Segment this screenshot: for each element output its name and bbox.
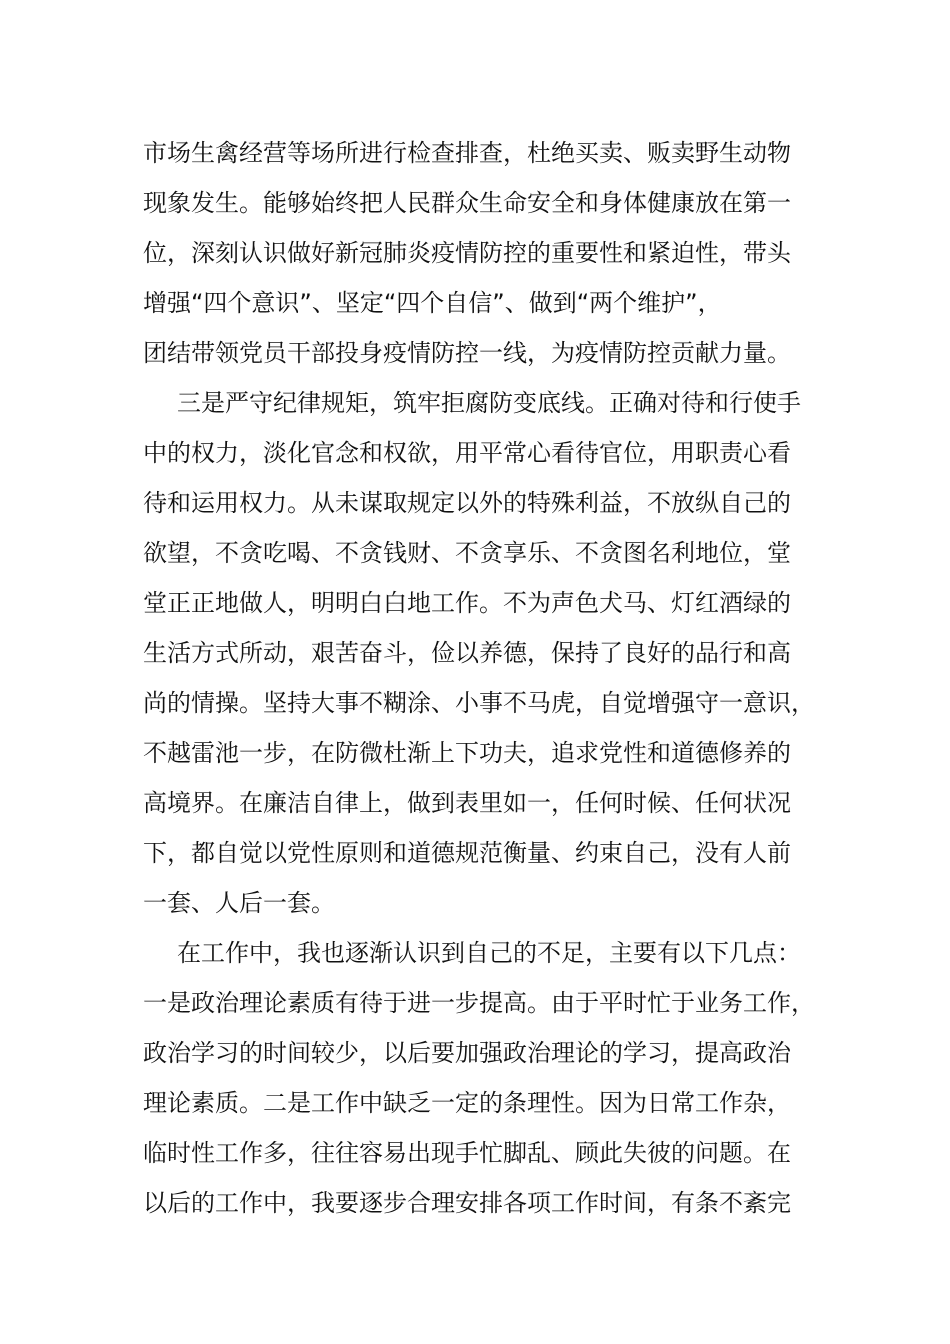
body-text [143, 128, 818, 1228]
text-line: 待和运用权力。从未谋取规定以外的特殊利益，不放纵自己的 [143, 489, 791, 517]
text-line: 位，深刻认识做好新冠肺炎疫情防控的重要性和紧迫性，带头 [143, 239, 791, 267]
text-line: 下，都自觉以党性原则和道德规范衡量、约束自己，没有人前 [143, 839, 791, 867]
paragraph-start-line: 在工作中，我也逐渐认识到自己的不足，主要有以下几点： [177, 939, 801, 967]
text-line: 欲望，不贪吃喝、不贪钱财、不贪享乐、不贪图名利地位，堂 [143, 539, 791, 567]
text-line: 不越雷池一步，在防微杜渐上下功夫，追求党性和道德修养的 [143, 739, 791, 767]
text-line: 理论素质。二是工作中缺乏一定的条理性。因为日常工作杂， [143, 1089, 791, 1117]
text-line: 政治学习的时间较少，以后要加强政治理论的学习，提高政治 [143, 1039, 791, 1067]
paragraph-start-line: 三是严守纪律规矩，筑牢拒腐防变底线。正确对待和行使手 [177, 389, 801, 417]
text-line: 生活方式所动，艰苦奋斗，俭以养德，保持了良好的品行和高 [143, 639, 791, 667]
text-line: 堂正正地做人，明明白白地工作。不为声色犬马、灯红酒绿的 [143, 589, 791, 617]
text-line: 现象发生。能够始终把人民群众生命安全和身体健康放在第一 [143, 189, 791, 217]
text-line: 高境界。在廉洁自律上，做到表里如一，任何时候、任何状况 [143, 789, 791, 817]
text-line: 增强“四个意识”、坚定“四个自信”、做到“两个维护”， [143, 289, 722, 317]
text-line: 一套、人后一套。 [143, 889, 335, 917]
text-line: 以后的工作中，我要逐步合理安排各项工作时间，有条不紊完 [143, 1189, 791, 1217]
text-line: 临时性工作多，往往容易出现手忙脚乱、顾此失彼的问题。在 [143, 1139, 791, 1167]
text-line: 尚的情操。坚持大事不糊涂、小事不马虎，自觉增强守一意识， [143, 689, 815, 717]
text-line: 团结带领党员干部投身疫情防控一线，为疫情防控贡献力量。 [143, 339, 791, 367]
text-line: 市场生禽经营等场所进行检查排查，杜绝买卖、贩卖野生动物 [143, 139, 791, 167]
text-line: 一是政治理论素质有待于进一步提高。由于平时忙于业务工作， [143, 989, 815, 1017]
text-line: 中的权力，淡化官念和权欲，用平常心看待官位，用职责心看 [143, 439, 791, 467]
